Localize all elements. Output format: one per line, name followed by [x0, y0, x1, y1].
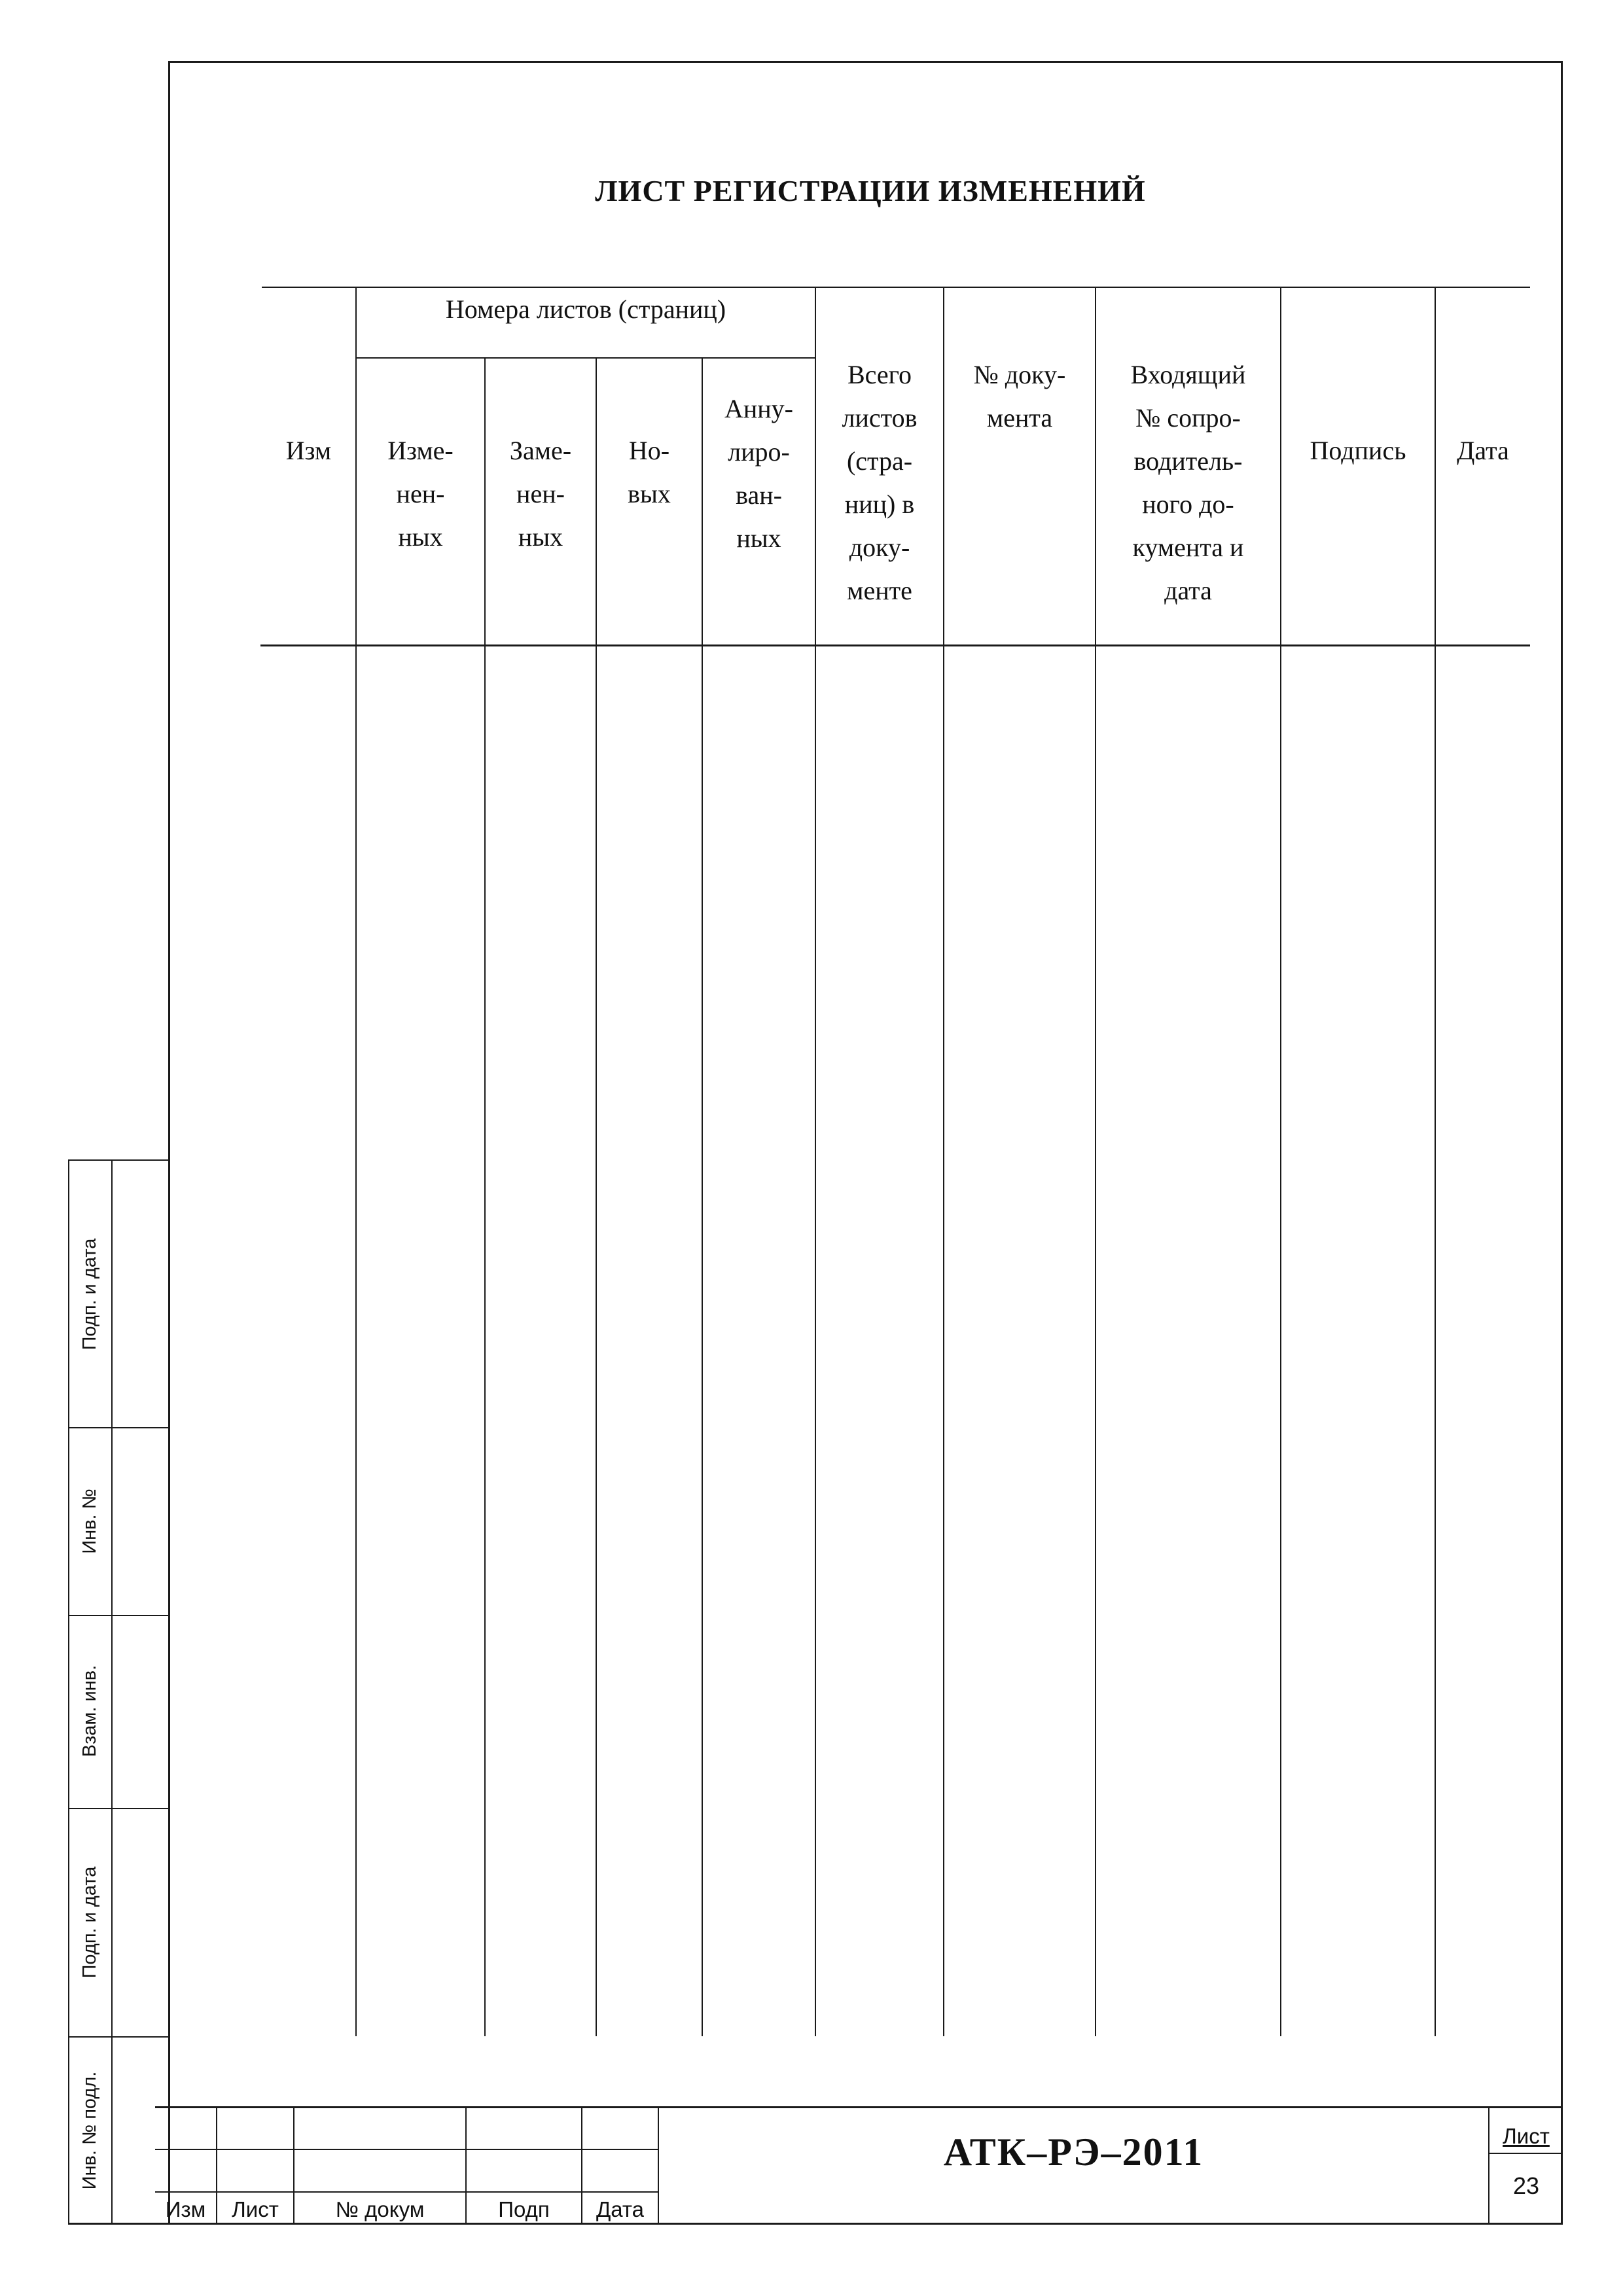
header-docnum-line-1: № доку-	[973, 360, 1066, 389]
stamp-row-2	[155, 2191, 659, 2193]
header-total-line-5: доку-	[849, 533, 910, 562]
stamp-sheet-label: Лист	[1503, 2124, 1550, 2148]
frame-bottom	[68, 2223, 1563, 2225]
side-label-sign-date-2: Подп. и дата	[79, 1866, 100, 1979]
header-annulled	[703, 387, 815, 560]
header-incoming-line-2: № сопро-	[1135, 403, 1241, 433]
header-incoming-line-6: дата	[1164, 576, 1212, 605]
col-divider-9	[1435, 287, 1436, 2036]
page-title: ЛИСТ РЕГИСТРАЦИИ ИЗМЕНЕНИЙ	[595, 174, 1146, 207]
side-strip-divider	[111, 1159, 113, 2225]
stamp-label-signature: Подп	[498, 2197, 550, 2221]
header-replaced-line-2: нен-	[516, 479, 565, 508]
stamp-label-doc-number: № докум	[335, 2197, 425, 2221]
header-annulled-line-3: ван-	[736, 480, 782, 510]
header-changed	[357, 429, 484, 559]
stamp-label-sheet: Лист	[232, 2197, 279, 2221]
frame-right	[1561, 61, 1563, 2225]
header-annulled-line-2: лиро-	[728, 437, 790, 467]
header-total-line-4: ниц) в	[844, 489, 915, 519]
side-label-inv-number: Инв. №	[79, 1489, 100, 1554]
header-total-line-6: менте	[847, 576, 912, 605]
header-total-line-2: листов	[842, 403, 918, 433]
header-total-line-1: Всего	[847, 360, 912, 389]
side-strip-top	[68, 1159, 169, 1161]
header-replaced-line-1: Заме-	[509, 436, 572, 465]
stamp-row-1	[155, 2149, 659, 2150]
header-incoming-line-1: Входящий	[1130, 360, 1246, 389]
header-incoming-line-3: водитель-	[1133, 446, 1243, 476]
header-annulled-line-1: Анну-	[724, 394, 794, 423]
header-incoming-line-4: ного до-	[1142, 489, 1234, 519]
frame-top	[168, 61, 1563, 63]
header-changed-line-2: нен-	[396, 479, 445, 508]
header-new	[597, 429, 702, 516]
side-label-original-inv: Инв. № подл.	[79, 2071, 100, 2190]
document-code: АТК–РЭ–2011	[943, 2130, 1204, 2174]
col-divider-4	[702, 357, 703, 2036]
header-replaced-line-3: ных	[518, 522, 563, 552]
side-strip-sep-3	[68, 1808, 169, 1809]
stamp-sheet-sep	[1488, 2153, 1563, 2154]
side-strip-left	[68, 1159, 69, 2225]
header-incoming-document	[1096, 353, 1280, 612]
header-new-line-1: Но-	[628, 436, 670, 465]
stamp-label-izm: Изм	[165, 2197, 206, 2221]
header-annulled-line-4: ных	[736, 523, 781, 553]
header-incoming-line-5: кумента и	[1132, 533, 1244, 562]
header-document-number	[944, 353, 1095, 440]
header-changed-line-3: ных	[398, 522, 443, 552]
col-divider-2	[484, 357, 486, 2036]
header-date: Дата	[1457, 436, 1509, 465]
header-replaced	[486, 429, 596, 559]
col-divider-6	[943, 287, 944, 2036]
header-changed-line-1: Изме-	[387, 436, 454, 465]
frame-left	[168, 61, 170, 2225]
side-label-sign-date-1: Подп. и дата	[79, 1238, 100, 1351]
col-divider-3	[596, 357, 597, 2036]
stamp-top	[155, 2106, 1563, 2108]
header-izm: Изм	[285, 436, 332, 465]
header-new-line-2: вых	[628, 479, 671, 508]
group-header-underline	[357, 357, 816, 359]
header-total-line-3: (стра-	[846, 446, 913, 476]
side-label-replacement-inv: Взам. инв.	[79, 1665, 100, 1757]
header-docnum-line-2: мента	[986, 403, 1053, 433]
header-total-sheets	[816, 353, 943, 612]
group-header-sheet-numbers: Номера листов (страниц)	[445, 294, 726, 324]
header-bottom-line	[260, 645, 1530, 646]
col-divider-8	[1280, 287, 1281, 2036]
side-strip-sep-2	[68, 1615, 169, 1616]
stamp-label-date: Дата	[596, 2197, 645, 2221]
stamp-sheet-number: 23	[1512, 2172, 1540, 2199]
header-signature: Подпись	[1310, 436, 1406, 465]
